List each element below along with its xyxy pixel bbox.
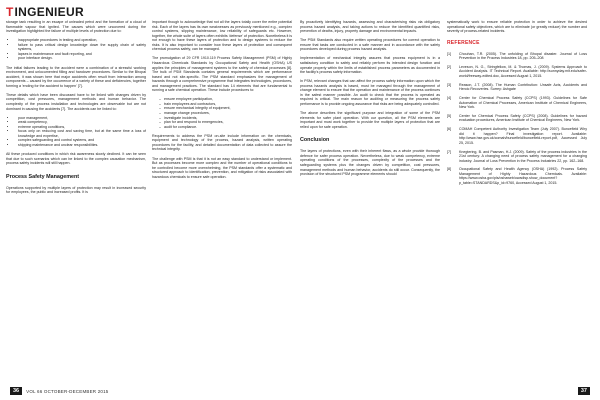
paragraph: In PSM, relevant changes that can affect the process safety information upon which the process hazards analysis is based, must be managed through the management of change element to ensure that the operation and maintenance of the process continues in the safest manner possible. An audit to check that the process is operated as required is critical. The main reason for auditing or measuring the process safety performance is to provide ongoing assurance that risks are being adequately controlled. bbox=[300, 79, 440, 106]
list-item: • poor interface design. bbox=[16, 56, 146, 61]
list-item: • train employees and contractors, bbox=[162, 102, 292, 107]
article-column-2 bbox=[152, 20, 292, 184]
list-item: • ensure mechanical integrity of equipment, bbox=[162, 106, 292, 111]
reference-text: COMAH Competent Authority Investigation Team (July 2007). Buncefield Why did it happen? Final investigation report. Available: http://www.hse.gov.uk/comah/buncefield/buncefield-report.pdf, Accessed July 25, 2015. bbox=[459, 127, 587, 145]
reference-heading: REFERENCE bbox=[447, 39, 480, 46]
reference-number: [6] bbox=[447, 127, 451, 132]
paragraph: systematically work to ensure reliable protection in order to achieve the desired operational safety objectives, which are to eliminate (or greatly reduce) the number and severity of process-related incidents. bbox=[447, 20, 587, 34]
list-item: • inappropriate procedures in testing and operation, bbox=[16, 38, 146, 43]
masthead-t: T bbox=[6, 5, 14, 19]
section-heading: Process Safety Management bbox=[6, 173, 80, 180]
list-item: • lapses in maintenance and fault reporting, and bbox=[16, 52, 146, 57]
reference-item bbox=[447, 149, 587, 164]
paragraph: storage tank resulting in an escape of unleaded petrol and the formation of a cloud of flammable vapour that ignited. The causes which were uncovered during the investigation highlighted the failure of multiple levels of protection due to: bbox=[6, 20, 146, 34]
dash-list bbox=[152, 97, 292, 129]
article-column-3 bbox=[300, 20, 440, 181]
reference-number: [4] bbox=[447, 96, 451, 101]
reference-number: [7] bbox=[447, 149, 451, 154]
issue-label: VOL 66 OCTOBER-DECEMBER 2015 bbox=[26, 388, 109, 394]
list-item: • manage change procedures, bbox=[162, 111, 292, 116]
paragraph: All these produced conditions in which risk awareness slowly declined. It can be seen that due to such scenarios which can be linked to the complex causation mechanism, process safety incidents will still happen. bbox=[6, 152, 146, 166]
magazine-masthead bbox=[6, 4, 84, 20]
reference-text: Knegtering, B. and Pasman, H.J. (2009). Safety of the process industries in the 21st century: A changing need of process safety management for a changing industry. Journal of Loss Prevention in the Process Industries 22, pp. 162–168. bbox=[459, 149, 587, 163]
bullet-list bbox=[6, 38, 146, 61]
article-column-4 bbox=[447, 20, 587, 190]
reference-item bbox=[447, 167, 587, 185]
reference-text: Occupational Safety and Health Agency (OSHA) (1992). Process Safety Management of Highly Hazardous Chemicals. Available: https://www.osha.gov/pls/oshaweb/owadisp.show_document?p_table=STANDARDS&p_id=9760, Accessed August 1, 2015. bbox=[459, 167, 587, 185]
paragraph: Requirements to address the PSM on-site include information on the chemicals, equipment and technology of the process, hazard analysis, written operating procedures for the facility, and detailed documentation of data collected to assure the technical integrity. bbox=[152, 133, 292, 152]
reference-number: [2] bbox=[447, 64, 451, 69]
reference-item bbox=[447, 51, 587, 61]
reference-text: Chouhan, T.R. (2005). The unfolding of Bhopal disaster. Journal of Loss Prevention in the Process Industries 18, pp. 205–208 bbox=[459, 51, 587, 61]
list-item: • extreme operating conditions, bbox=[16, 125, 146, 130]
reference-item bbox=[447, 127, 587, 145]
reference-number: [8] bbox=[447, 167, 451, 172]
paragraph: The promulgation of 29 CFR 1910.119 Process Safety Management (PSM) of Highly Hazardous Chemicals Standards by Occupational Safety and Health (OSHA) US applies the principles of management systems to the safety of chemical processes [8]. The bulk of PSM Standards contains general requirements which are performance based and not site-specific. The PSM standard emphasizes the management of hazards through a comprehensive programme that integrates technologies, procedures, and management practices. The standard has 14 elements that are fundamental to running a safe chemical operation. These include procedures to: bbox=[152, 56, 292, 93]
paragraph: The PSM Standards also require written operating procedures for correct operation to ensure that tasks are conducted in a safe manner and in accordance with the safety procedures developed during process hazard analysis. bbox=[300, 38, 440, 52]
list-item: • poor management, bbox=[16, 116, 146, 121]
masthead-ingenieur: INGENIEUR bbox=[14, 5, 84, 19]
list-item: • shipping maintenance and unclear responsibilities. bbox=[16, 143, 146, 148]
paragraph: important though to acknowledge that not all the layers totally cover the entire potential risk. Each of the layers has its own weaknesses as previously mentioned e.g., complex control systems, slipping maintenance, low reliability of safeguards etc. However, together, the whole suite of layers often exhibits 'defense' of protection. Nonetheless it is not enough to have these layers of protection and to design systems to reduce the risks. It is also important to consider how these layers of protection and consequent chemical process safety, can be managed. bbox=[152, 20, 293, 52]
list-item: • ensure employee participation, bbox=[162, 97, 292, 102]
list-item: • complex safeguarding and control systems, and bbox=[16, 138, 146, 143]
list-item: • failure to pass critical design knowledge down the supply chain of safety systems, bbox=[16, 43, 146, 52]
paragraph: The above describes the significant purpose and integration of some of the PSM elements for safer plant operation. With our question, all the PSM elements are important and must work together to provide the multiple layers of protection that are relied upon for safe operation. bbox=[300, 111, 440, 129]
paragraph: The layers of protections, even with their inherent flaws, as a whole provide thorough defence for safer process operation. Nevertheless, due to weak competency, extreme operating conditions of the processes, complexity of the processes and the safeguarding systems plus the changes driven by competition, cost pressures, management methods and human behavior, accidents do still occur. Consequently, the provision of the structured PSM programme elements should bbox=[300, 149, 440, 177]
reference-list bbox=[447, 52, 587, 186]
reference-number: [1] bbox=[447, 51, 451, 56]
list-item: • weak competency, bbox=[16, 120, 146, 125]
footer-left bbox=[6, 385, 109, 397]
list-item: • audit for compliance. bbox=[162, 125, 292, 130]
list-item: • investigate incidents, bbox=[162, 116, 292, 121]
bullet-list bbox=[6, 116, 146, 148]
paragraph: Implementation of mechanical integrity assures that process equipment is in a satisfactory condition to safely and reliably perform its intended design function and operate properly within the limits of established process parameters as documented in the facility's process safety information. bbox=[300, 56, 440, 75]
paragraph: By proactively identifying hazards, assessing and characterising risks via obligatory process hazard analysis, and taking actions to reduce the identified quantified risks, prevention of deaths, injury, property damage and environmental impacts. bbox=[300, 20, 440, 34]
page-number-right: 37 bbox=[578, 387, 590, 395]
reference-item bbox=[447, 96, 587, 110]
paragraph: Operations supported by multiple layers of protection may result in increased security for employees, the public and increased profits. It is bbox=[6, 185, 146, 195]
reference-text: Center for Chemical Process Safety (CCPS) (2008). Guidelines for hazard evaluation procedures, American Institute of Chemical Engineers, New York. bbox=[459, 113, 587, 123]
reference-item bbox=[447, 113, 587, 123]
paragraph: These details which have been discussed have to be linked with changes driven by competition, cost pressures, management methods and human behavior. The complexity of the process installation and technologies are observable but are not dominant in causing the accidents [7]. The accidents can be linked to: bbox=[6, 92, 146, 111]
reference-number: [3] bbox=[447, 82, 451, 87]
footer-right bbox=[574, 385, 594, 397]
article-column-1 bbox=[6, 20, 146, 199]
reference-item bbox=[447, 82, 587, 92]
reference-text: Leveson, N. G., Stringfellow, M. & Thomas, J. (2009). Systems Approach to Accident Analysis. IT Technical Report. Available: http://sunnyday.mit.edu/safer-world/freeway-edited.doc, Accessed August 1, 2015. bbox=[459, 64, 587, 79]
paragraph: The challenge with PSM is that it is not an easy standard to understand or implement. But as processes become more complex and the number of operational conditions to be controlled become more overwhelming, the PSM standards offer a systematic and structured approach to identification, prevention, and mitigation of risks associated with hazardous chemicals to ensure safe operation. bbox=[152, 156, 292, 179]
list-item: • plan for and respond to emergencies, bbox=[162, 120, 292, 125]
reference-item bbox=[447, 64, 587, 79]
reference-number: [5] bbox=[447, 113, 451, 118]
reference-text: Reason, J.T. (2008). The Human Contribution: Unsafe Acts, Accidents and Heroic Recoveries. Surrey: Ashgate bbox=[459, 82, 587, 92]
reference-text: Center for Chemical Process Safety (CCPS) (1993). Guidelines for Safe Automation of Chemical Processes, American Institute of Chemical Engineers, New York. bbox=[459, 96, 587, 110]
paragraph: The initial failures leading to the accident were a combination of a stressful working environment, and unlocumented filling and handover procedures. Similar to the Bhopal accident, it was shown here that major accidents often result from interaction among components – caused by the occurrence of a variety of these and deficiencies, together forming a 'ending for the accident to happen' [7]. bbox=[6, 65, 146, 88]
list-item: • focus only on reducing cost and saving time, but at the same time a loss of knowledge and expertise, bbox=[16, 129, 146, 138]
page-number-left: 36 bbox=[10, 387, 22, 395]
section-heading: Conclusion bbox=[300, 137, 330, 144]
